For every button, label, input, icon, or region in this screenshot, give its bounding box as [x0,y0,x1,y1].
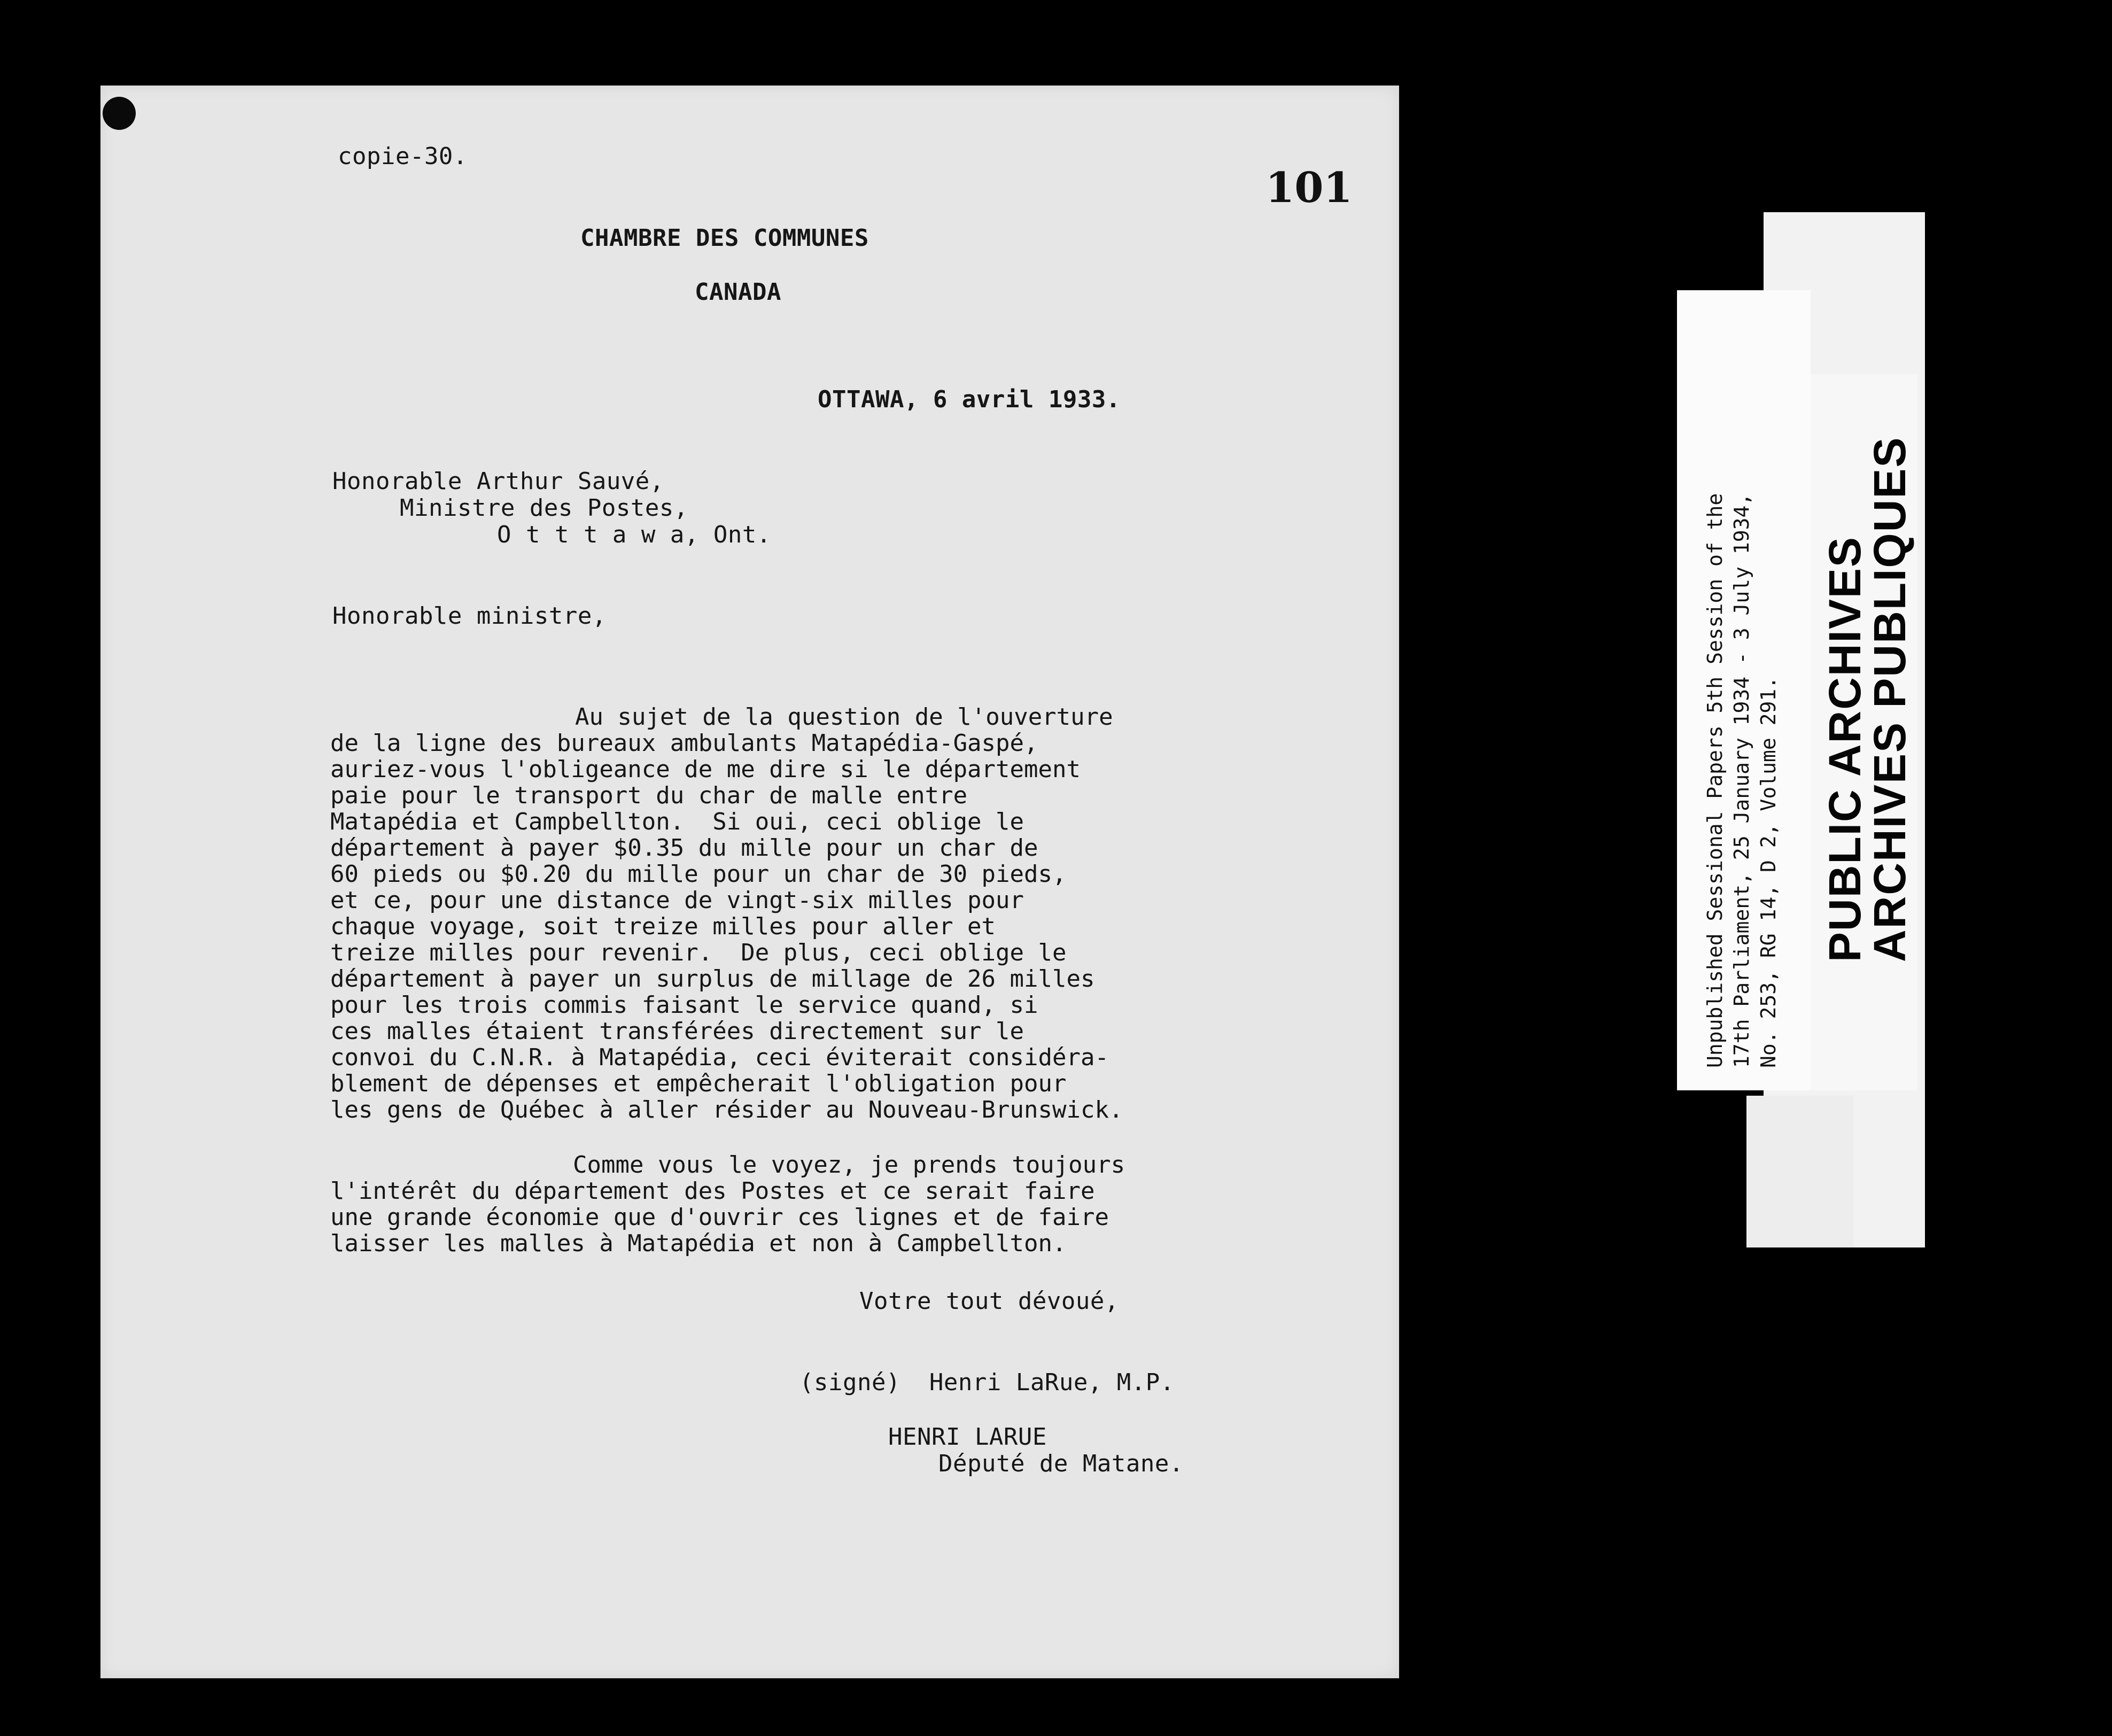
paragraph-line: 60 pieds ou $0.20 du mille pour un char de 30 pieds, [330,861,1067,888]
archive-caption [1702,493,1782,1068]
paragraph-line: Comme vous le voyez, je prends toujours [573,1151,1125,1179]
paragraph-1 [330,678,1123,1149]
closing: Votre tout dévoué, [859,1288,1119,1315]
paragraph-line: de la ligne des bureaux ambulants Matapédia-Gaspé, [330,730,1038,757]
letter-date: OTTAWA, 6 avril 1933. [818,386,1121,413]
signer-title: Député de Matane. [938,1450,1184,1477]
paragraph-line: laisser les malles à Matapédia et non à Campbellton. [330,1230,1067,1257]
paragraph-line: ces malles étaient transférées directement sur le [330,1018,1024,1045]
paragraph-line: auriez-vous l'obligeance de me dire si le département [330,756,1081,783]
paragraph-line: convoi du C.N.R. à Matapédia, ceci éviterait considéra- [330,1044,1109,1071]
paragraph-2 [330,1126,1125,1283]
salutation: Honorable ministre, [332,602,607,630]
addressee-name: Honorable Arthur Sauvé, [332,468,664,495]
punch-hole [103,97,136,130]
page-number: 101 [1265,164,1353,212]
paragraph-line: l'intérêt du département des Postes et ce serait faire [330,1177,1095,1205]
paragraph-line: Matapédia et Campbellton. Si oui, ceci oblige le [330,808,1024,835]
paragraph-line: les gens de Québec à aller résider au Nouveau-Brunswick. [330,1096,1123,1123]
paragraph-line: blement de dépenses et empêcherait l'obligation pour [330,1070,1067,1097]
paragraph-line: pour les trois commis faisant le service quand, si [330,991,1038,1019]
addressee-title: Ministre des Postes, [400,494,688,522]
paragraph-line: département à payer un surplus de millage de 26 milles [330,965,1095,993]
paragraph-line: chaque voyage, soit treize milles pour aller et [330,913,996,940]
archive-caption-line: No. 253, RG 14, D 2, Volume 291. [1757,676,1780,1068]
document-reference: copie-30. [338,143,468,170]
paragraph-line: Au sujet de la question de l'ouverture [575,703,1113,731]
paragraph-line: une grande économie que d'ouvrir ces lignes et de faire [330,1204,1109,1231]
paragraph-line: treize milles pour revenir. De plus, ceci oblige le [330,939,1067,966]
archive-tab-lower [1746,1096,1853,1247]
archive-caption-line: 17th Parliament, 25 January 1934 - 3 July 1934, [1730,493,1753,1068]
signature: (signé) Henri LaRue, M.P. [799,1369,1175,1396]
heading-house-of-commons: CHAMBRE DES COMMUNES [580,224,869,252]
archive-stamp-line-1: PUBLIC ARCHIVES [1820,536,1870,962]
paragraph-line: et ce, pour une distance de vingt-six milles pour [330,887,1024,914]
signer-name: HENRI LARUE [888,1423,1047,1451]
addressee-city: O t t t a w a, Ont. [497,521,771,548]
archive-caption-line: Unpublished Sessional Papers 5th Session of the [1703,493,1727,1068]
heading-canada: CANADA [695,278,781,306]
paragraph-line: département à payer $0.35 du mille pour un char de [330,834,1038,862]
archive-stamp [1820,436,1915,962]
paragraph-line: paie pour le transport du char de malle entre [330,782,968,809]
archive-stamp-line-2: ARCHIVES PUBLIQUES [1865,436,1915,962]
